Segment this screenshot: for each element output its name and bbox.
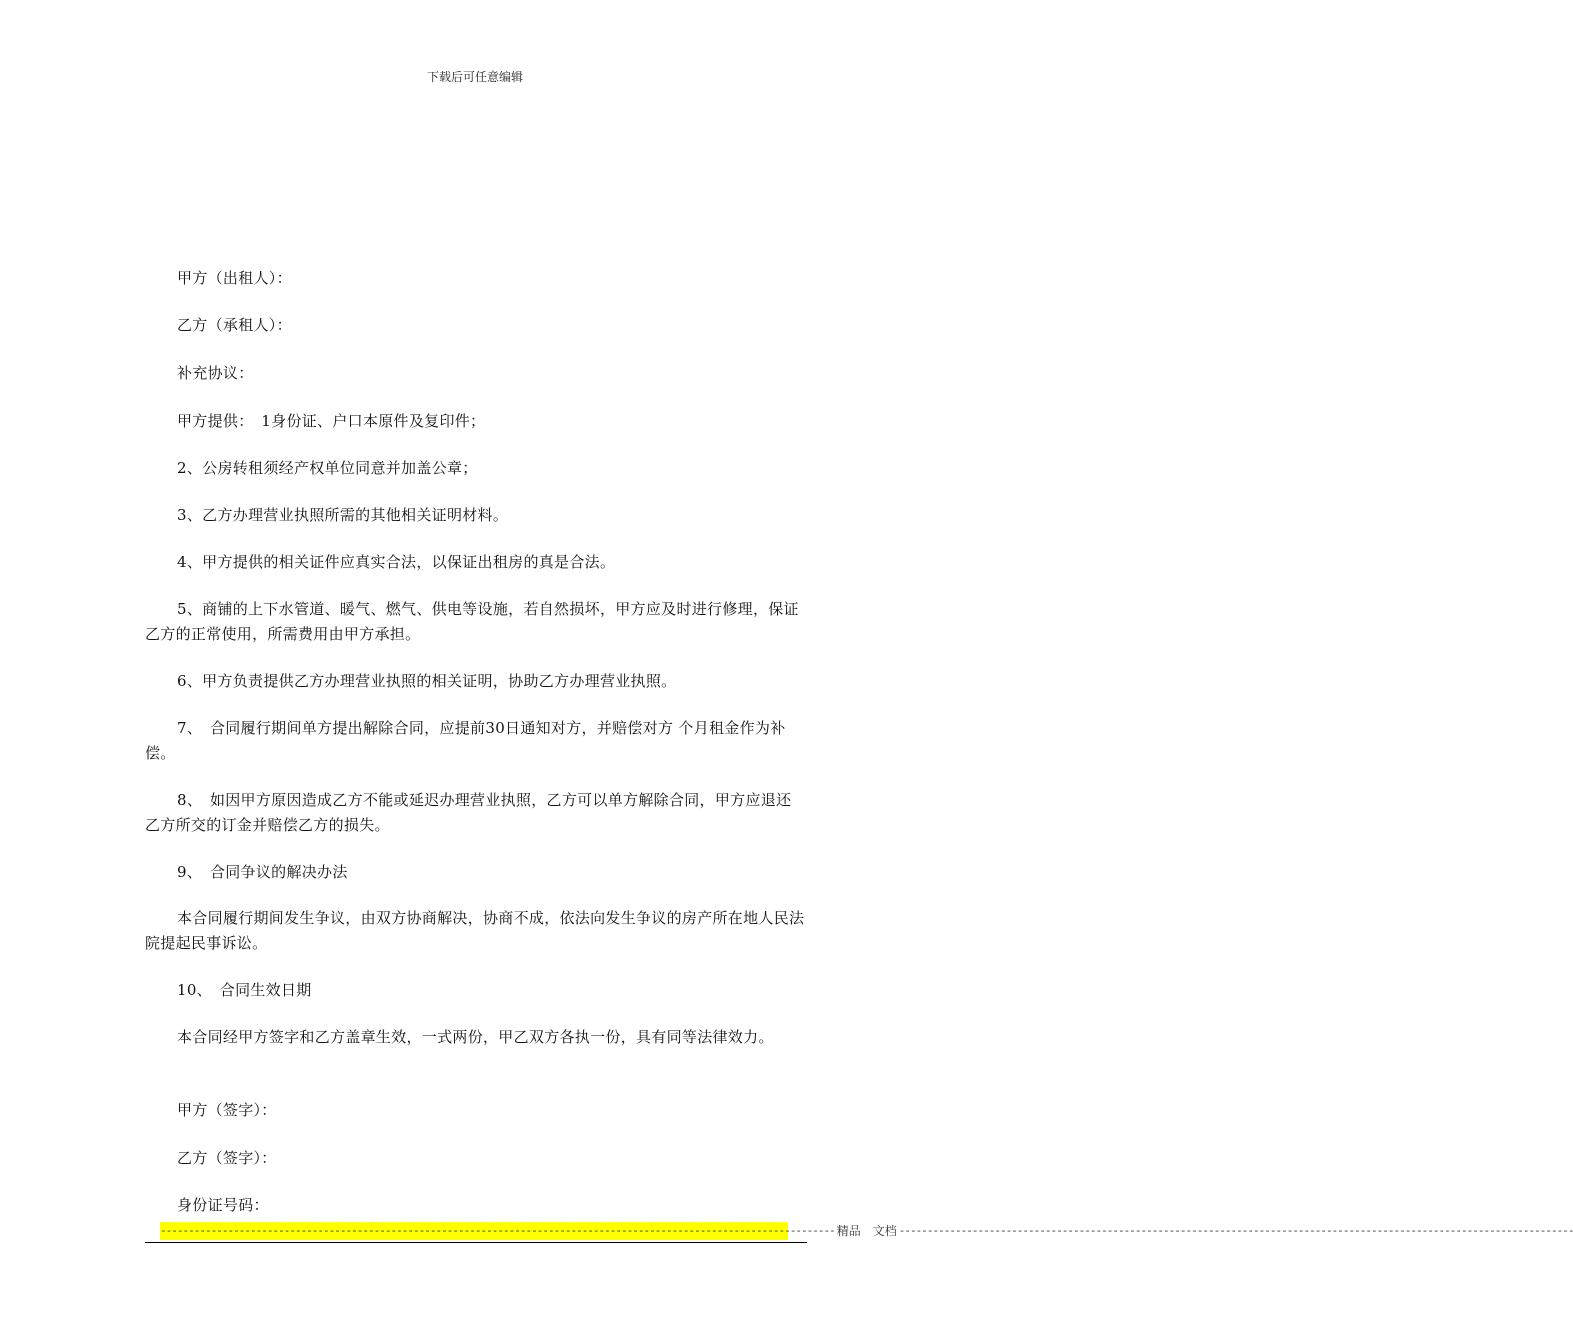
id-number-line: 身份证号码： bbox=[177, 1196, 269, 1214]
party-b-signature: 乙方（签字）： bbox=[177, 1149, 277, 1167]
footer-dash-right: ------------------------------------------------------------------------------------------------------------------------ bbox=[898, 1224, 1573, 1237]
page-header-note: 下载后可任意编辑 bbox=[426, 70, 523, 84]
clause-4: 4、甲方提供的相关证件应真实合法，以保证出租房的真是合法。 bbox=[177, 553, 616, 571]
clause-1: 甲方提供： 1身份证、户口本原件及复印件； bbox=[177, 412, 486, 430]
party-b-line: 乙方（承租人）： bbox=[177, 316, 292, 334]
party-a-line: 甲方（出租人）： bbox=[177, 269, 292, 287]
clause-5: 5、商铺的上下水管道、暖气、燃气、供电等设施，若自然损坏，甲方应及时进行修理，保证乙方的正常使用，所需费用由甲方承担。 bbox=[145, 600, 799, 643]
clause-7: 7、 合同履行期间单方提出解除合同，应提前30日通知对方，并赔偿对方 个月租金作为补偿。 bbox=[145, 719, 786, 762]
clause-9-heading: 9、 合同争议的解决办法 bbox=[177, 863, 348, 881]
clause-8: 8、 如因甲方原因造成乙方不能或延迟办理营业执照，乙方可以单方解除合同，甲方应退还乙方所交的订金并赔偿乙方的损失。 bbox=[145, 791, 792, 834]
clause-6: 6、甲方负责提供乙方办理营业执照的相关证明，协助乙方办理营业执照。 bbox=[177, 672, 677, 690]
party-a-signature: 甲方（签字）： bbox=[177, 1101, 277, 1119]
footer-band bbox=[160, 1222, 1573, 1240]
clause-3: 3、乙方办理营业执照所需的其他相关证明材料。 bbox=[177, 506, 509, 524]
footer-label: 精品 文档 bbox=[836, 1224, 897, 1238]
clause-10-heading: 10、 合同生效日期 bbox=[177, 981, 312, 999]
clause-10-body: 本合同经甲方签字和乙方盖章生效，一式两份，甲乙双方各执一份，具有同等法律效力。 bbox=[177, 1028, 774, 1046]
footer-rule bbox=[145, 1242, 807, 1243]
clause-9-body: 本合同履行期间发生争议，由双方协商解决，协商不成，依法向发生争议的房产所在地人民法院提起民事诉讼。 bbox=[145, 909, 805, 952]
supplement-heading: 补充协议： bbox=[177, 364, 254, 382]
footer-dash-left: ------------------------------------------------------------------------------------------------------------------------ bbox=[160, 1224, 835, 1237]
clause-2: 2、公房转租须经产权单位同意并加盖公章； bbox=[177, 459, 478, 477]
